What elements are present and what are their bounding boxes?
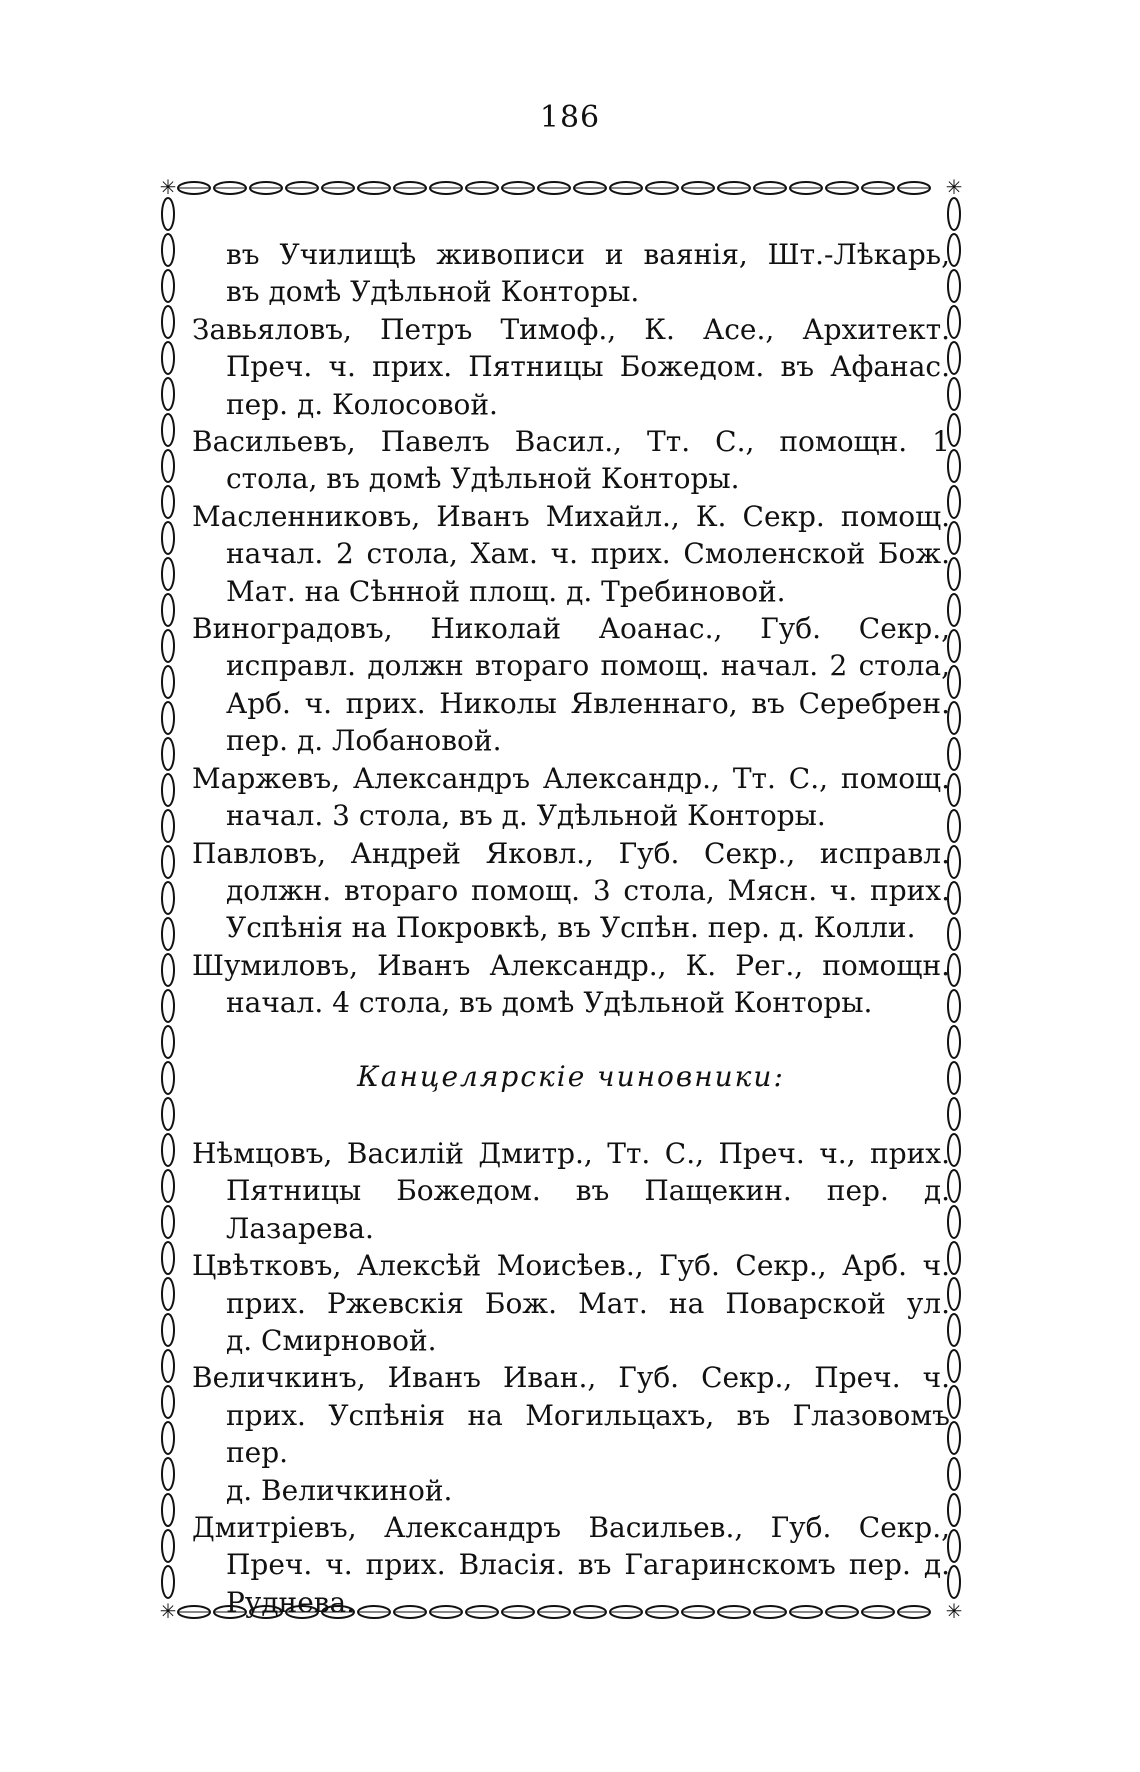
entry-line: прих. Успѣнія на Могильцахъ, въ Глазовомъ пер. [226, 1398, 950, 1470]
register-entry [192, 1135, 950, 1247]
entry-line: Пятницы Божедом. въ Пащекин. пер. д. Лазарева. [226, 1174, 950, 1245]
register-entry [192, 947, 950, 1022]
entry-line: Преч. ч. прих. Власія. въ Гагаринскомъ пер. д. [226, 1548, 950, 1582]
entry-line: Нѣмцовъ, Василій Дмитр., Тт. С., Преч. ч., прих. [192, 1136, 950, 1170]
register-entry [192, 1509, 950, 1621]
entry-line: Арб. ч. прих. Николы Явленнаго, въ Серебрен. [226, 686, 950, 720]
entry-line: Виноградовъ, Николай Аоанас., Губ. Секр., [192, 612, 950, 646]
entry-line: начал. 4 стола, въ домѣ Удѣльной Конторы. [226, 986, 873, 1020]
entry-line: д. Величкиной. [226, 1473, 453, 1507]
entry-line: Маржевъ, Александръ Александр., Тт. С., помощ. [192, 761, 950, 795]
entry-line: Васильевъ, Павелъ Васил., Тт. С., помощн. 1 [192, 425, 950, 459]
register-entry [192, 835, 950, 947]
entries-block-1 [192, 236, 950, 1022]
entry-line: въ домѣ Удѣльной Конторы. [226, 275, 640, 309]
register-entry [192, 236, 950, 311]
entry-line: Величкинъ, Иванъ Иван., Губ. Секр., Преч. ч. [192, 1361, 950, 1395]
entry-line: Павловъ, Андрей Яковл., Губ. Секр., исправл. [192, 836, 950, 870]
svg-text:✳: ✳ [945, 178, 963, 199]
entry-line: д. Смирновой. [226, 1323, 437, 1357]
register-entry [192, 423, 950, 498]
entry-line: должн. втораго помощ. 3 стола, Мясн. ч. прих. [226, 873, 950, 907]
entry-line: начал. 2 стола, Хам. ч. прих. Смоленской Бож. [226, 537, 950, 571]
page-number: 186 [539, 100, 601, 135]
entry-line: прих. Ржевскія Бож. Мат. на Поварской ул. [226, 1286, 950, 1320]
entry-line: Успѣнія на Покровкѣ, въ Успѣн. пер. д. Колли. [226, 911, 916, 945]
entry-line: пер. д. Лобановой. [226, 724, 502, 758]
register-entry [192, 760, 950, 835]
entry-line: Цвѣтковъ, Алексѣй Моисѣев., Губ. Секр., Арб. ч. [192, 1249, 950, 1283]
entry-line: исправл. должн втораго помощ. начал. 2 стола, [226, 649, 950, 683]
register-entry [192, 1359, 950, 1509]
svg-text:✳: ✳ [945, 1599, 963, 1622]
entry-line: пер. д. Колосовой. [226, 387, 498, 421]
page-body [192, 236, 950, 1621]
entry-line: Руднева. [226, 1585, 356, 1619]
register-entry [192, 311, 950, 423]
section-title: Канцелярскіе чиновники: [357, 1059, 785, 1093]
register-entry [192, 610, 950, 760]
entry-line: въ Училищѣ живописи и ваянія, Шт.-Лѣкарь, [226, 238, 950, 271]
register-entry [192, 498, 950, 610]
entries-block-2 [192, 1135, 950, 1621]
svg-text:✳: ✳ [159, 1599, 177, 1622]
entry-line: стола, въ домѣ Удѣльной Конторы. [226, 462, 740, 496]
svg-text:✳: ✳ [159, 178, 177, 199]
entry-line: Шумиловъ, Иванъ Александр., К. Рег., помощн. [192, 948, 950, 982]
entry-line: Дмитріевъ, Александръ Васильев., Губ. Секр., [192, 1511, 950, 1544]
register-entry [192, 1247, 950, 1359]
entry-line: начал. 3 стола, въ д. Удѣльной Конторы. [226, 799, 826, 833]
entry-line: Преч. ч. прих. Пятницы Божедом. въ Афанас. [226, 350, 950, 384]
entry-line: Мат. на Сѣнной площ. д. Требиновой. [226, 574, 786, 608]
entry-line: Завьяловъ, Петръ Тимоф., К. Асе., Архитект. [192, 312, 950, 346]
entry-line: Масленниковъ, Иванъ Михайл., К. Секр. помощ. [192, 499, 950, 533]
